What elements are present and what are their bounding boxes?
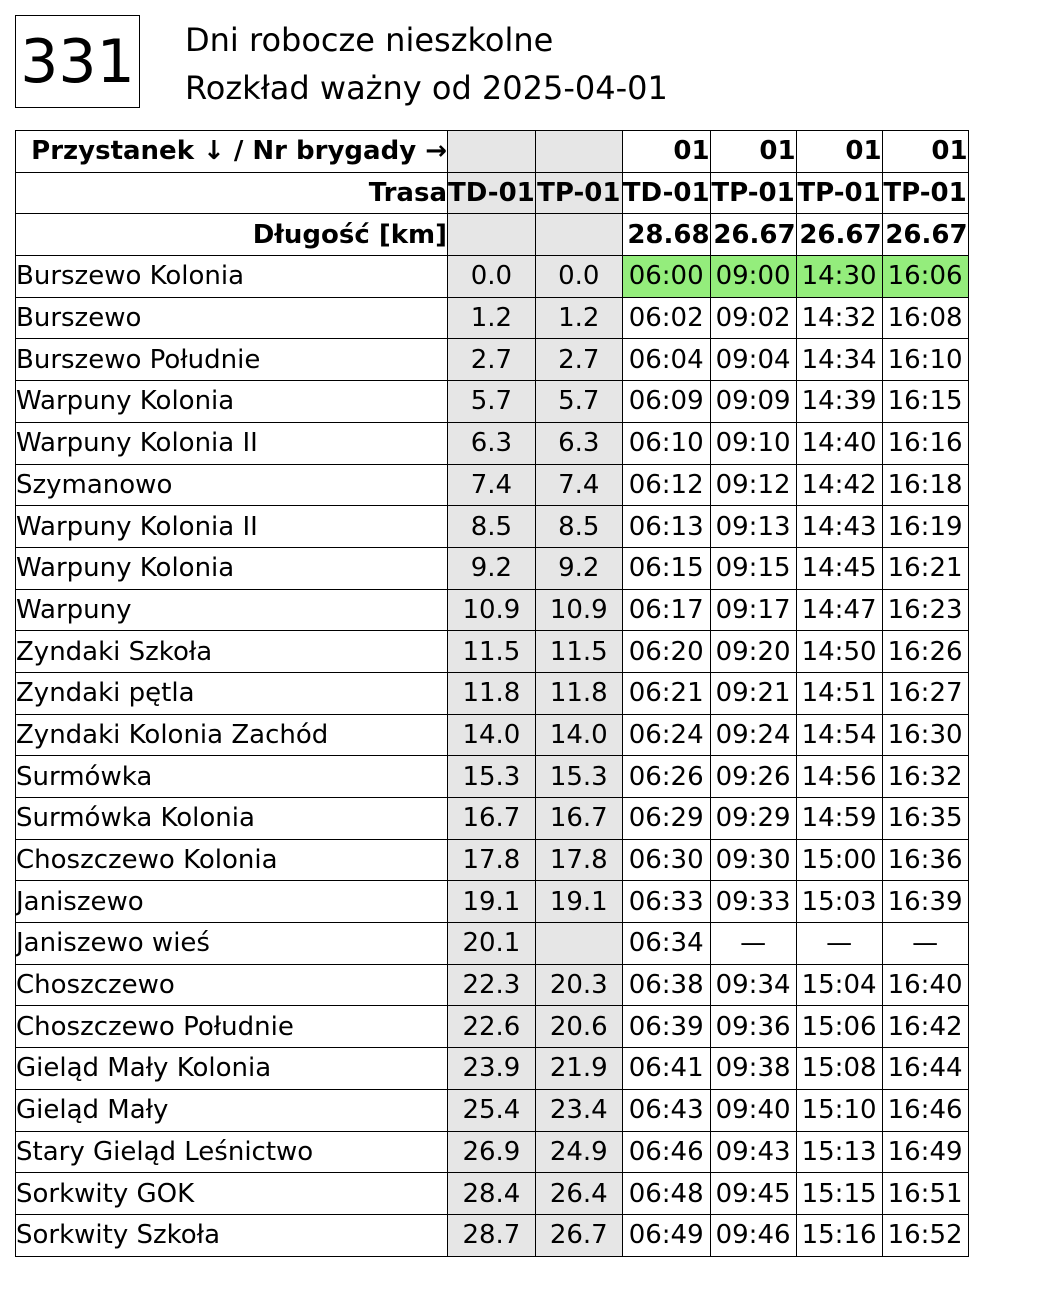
departure-time: 15:15	[796, 1173, 882, 1215]
distance-tp	[535, 923, 622, 965]
trip-length: 26.67	[796, 214, 882, 256]
departure-time: 14:50	[796, 631, 882, 673]
distance-td: 5.7	[448, 381, 536, 423]
stop-row	[16, 256, 969, 298]
stop-row	[16, 672, 969, 714]
departure-time: 06:43	[622, 1089, 710, 1131]
departure-time: 09:00	[710, 256, 796, 298]
departure-time: 16:18	[882, 464, 968, 506]
departure-time: 14:43	[796, 506, 882, 548]
stop-name: Stary Gieląd Leśnictwo	[16, 1131, 448, 1173]
departure-time: 06:41	[622, 1048, 710, 1090]
distance-tp: 19.1	[535, 881, 622, 923]
route-header-label: Trasa	[16, 172, 448, 214]
departure-time: 14:45	[796, 547, 882, 589]
distance-td: 19.1	[448, 881, 536, 923]
departure-time: 06:49	[622, 1214, 710, 1256]
stop-name: Sorkwity GOK	[16, 1173, 448, 1215]
distance-tp: 26.7	[535, 1214, 622, 1256]
departure-time: 09:12	[710, 464, 796, 506]
distance-tp: 17.8	[535, 839, 622, 881]
stop-row	[16, 1173, 969, 1215]
departure-time: 06:00	[622, 256, 710, 298]
trip-length: 28.68	[622, 214, 710, 256]
departure-time: 16:08	[882, 297, 968, 339]
distance-td: 25.4	[448, 1089, 536, 1131]
departure-time: 09:30	[710, 839, 796, 881]
departure-time: —	[796, 923, 882, 965]
departure-time: 06:48	[622, 1173, 710, 1215]
stop-row	[16, 547, 969, 589]
departure-time: 09:15	[710, 547, 796, 589]
departure-time: 14:30	[796, 256, 882, 298]
distance-tp: 10.9	[535, 589, 622, 631]
stop-row	[16, 923, 969, 965]
departure-time: 14:51	[796, 672, 882, 714]
stop-name: Gieląd Mały Kolonia	[16, 1048, 448, 1090]
stop-name: Warpuny	[16, 589, 448, 631]
stop-row	[16, 839, 969, 881]
departure-time: 09:24	[710, 714, 796, 756]
distance-td: 11.8	[448, 672, 536, 714]
stop-name: Warpuny Kolonia II	[16, 422, 448, 464]
departure-time: 09:21	[710, 672, 796, 714]
departure-time: 06:24	[622, 714, 710, 756]
departure-time: 16:10	[882, 339, 968, 381]
departure-time: 09:10	[710, 422, 796, 464]
departure-time: —	[882, 923, 968, 965]
stop-row	[16, 631, 969, 673]
distance-tp: 8.5	[535, 506, 622, 548]
departure-time: 16:36	[882, 839, 968, 881]
departure-time: 09:36	[710, 1006, 796, 1048]
stop-row	[16, 1214, 969, 1256]
distance-tp: 24.9	[535, 1131, 622, 1173]
stop-name: Choszczewo Kolonia	[16, 839, 448, 881]
departure-time: 09:38	[710, 1048, 796, 1090]
stop-name: Surmówka Kolonia	[16, 798, 448, 840]
departure-time: 16:35	[882, 798, 968, 840]
trip-route: TP-01	[710, 172, 796, 214]
distance-td: 9.2	[448, 547, 536, 589]
departure-time: 06:04	[622, 339, 710, 381]
distance-tp: 11.5	[535, 631, 622, 673]
departure-time: 16:49	[882, 1131, 968, 1173]
distance-tp: 9.2	[535, 547, 622, 589]
trip-length: 26.67	[710, 214, 796, 256]
stop-name: Choszczewo	[16, 964, 448, 1006]
stop-name: Burszewo	[16, 297, 448, 339]
stop-name: Warpuny Kolonia II	[16, 506, 448, 548]
valid-from-title: Rozkład ważny od 2025-04-01	[185, 69, 668, 107]
stop-name: Sorkwity Szkoła	[16, 1214, 448, 1256]
departure-time: 09:43	[710, 1131, 796, 1173]
brigade-number: 01	[622, 131, 710, 173]
line-number: 331	[20, 26, 135, 97]
distance-tp: 2.7	[535, 339, 622, 381]
distance-header-cell	[448, 214, 536, 256]
departure-time: 09:40	[710, 1089, 796, 1131]
stop-row	[16, 589, 969, 631]
departure-time: 06:34	[622, 923, 710, 965]
departure-time: 09:02	[710, 297, 796, 339]
line-number-box	[15, 15, 140, 108]
departure-time: 14:40	[796, 422, 882, 464]
stop-name: Burszewo Kolonia	[16, 256, 448, 298]
departure-time: 14:59	[796, 798, 882, 840]
departure-time: 09:17	[710, 589, 796, 631]
distance-tp: 1.2	[535, 297, 622, 339]
trip-route: TP-01	[882, 172, 968, 214]
distance-td: 6.3	[448, 422, 536, 464]
departure-time: 16:15	[882, 381, 968, 423]
departure-time: 09:26	[710, 756, 796, 798]
stop-name: Warpuny Kolonia	[16, 547, 448, 589]
distance-td: 23.9	[448, 1048, 536, 1090]
departure-time: 14:42	[796, 464, 882, 506]
departure-time: 14:34	[796, 339, 882, 381]
departure-time: 16:27	[882, 672, 968, 714]
departure-time: 15:06	[796, 1006, 882, 1048]
departure-time: 16:23	[882, 589, 968, 631]
stop-name: Zyndaki Kolonia Zachód	[16, 714, 448, 756]
departure-time: 09:09	[710, 381, 796, 423]
stop-row	[16, 1048, 969, 1090]
departure-time: 09:13	[710, 506, 796, 548]
departure-time: 09:29	[710, 798, 796, 840]
stop-row	[16, 1131, 969, 1173]
distance-td: 26.9	[448, 1131, 536, 1173]
departure-time: 16:52	[882, 1214, 968, 1256]
brigade-header-row	[16, 131, 969, 173]
length-header-row	[16, 214, 969, 256]
trip-route: TP-01	[796, 172, 882, 214]
distance-td: 2.7	[448, 339, 536, 381]
departure-time: 14:39	[796, 381, 882, 423]
distance-tp: 0.0	[535, 256, 622, 298]
departure-time: 15:03	[796, 881, 882, 923]
distance-td: 14.0	[448, 714, 536, 756]
departure-time: 14:54	[796, 714, 882, 756]
departure-time: 16:26	[882, 631, 968, 673]
departure-time: 06:29	[622, 798, 710, 840]
departure-time: 09:34	[710, 964, 796, 1006]
departure-time: 06:17	[622, 589, 710, 631]
day-type-title: Dni robocze nieszkolne	[185, 21, 554, 59]
departure-time: 09:04	[710, 339, 796, 381]
departure-time: 14:47	[796, 589, 882, 631]
departure-time: 09:46	[710, 1214, 796, 1256]
distance-tp: 21.9	[535, 1048, 622, 1090]
departure-time: —	[710, 923, 796, 965]
departure-time: 06:10	[622, 422, 710, 464]
stop-row	[16, 881, 969, 923]
timetable	[15, 130, 969, 1257]
departure-time: 16:40	[882, 964, 968, 1006]
distance-tp: 7.4	[535, 464, 622, 506]
stop-name: Szymanowo	[16, 464, 448, 506]
distance-td: 11.5	[448, 631, 536, 673]
stop-row	[16, 756, 969, 798]
distance-td: 28.7	[448, 1214, 536, 1256]
distance-td: 0.0	[448, 256, 536, 298]
departure-time: 06:39	[622, 1006, 710, 1048]
departure-time: 06:15	[622, 547, 710, 589]
route-column-td: TD-01	[448, 172, 536, 214]
trip-route: TD-01	[622, 172, 710, 214]
departure-time: 16:21	[882, 547, 968, 589]
distance-td: 15.3	[448, 756, 536, 798]
distance-tp: 23.4	[535, 1089, 622, 1131]
stop-name: Janiszewo wieś	[16, 923, 448, 965]
distance-tp: 15.3	[535, 756, 622, 798]
stop-row	[16, 798, 969, 840]
distance-header-cell	[535, 214, 622, 256]
length-header-label: Długość [km]	[16, 214, 448, 256]
departure-time: 14:32	[796, 297, 882, 339]
departure-time: 06:12	[622, 464, 710, 506]
departure-time: 06:20	[622, 631, 710, 673]
departure-time: 16:42	[882, 1006, 968, 1048]
stop-row	[16, 964, 969, 1006]
departure-time: 06:26	[622, 756, 710, 798]
departure-time: 06:13	[622, 506, 710, 548]
distance-td: 16.7	[448, 798, 536, 840]
departure-time: 06:30	[622, 839, 710, 881]
route-column-tp: TP-01	[535, 172, 622, 214]
departure-time: 06:02	[622, 297, 710, 339]
departure-time: 06:38	[622, 964, 710, 1006]
departure-time: 06:09	[622, 381, 710, 423]
distance-tp: 20.6	[535, 1006, 622, 1048]
stop-row	[16, 297, 969, 339]
route-header-row	[16, 172, 969, 214]
departure-time: 06:33	[622, 881, 710, 923]
brigade-number: 01	[710, 131, 796, 173]
departure-time: 16:32	[882, 756, 968, 798]
departure-time: 09:45	[710, 1173, 796, 1215]
departure-time: 16:39	[882, 881, 968, 923]
stop-row	[16, 1089, 969, 1131]
distance-td: 22.6	[448, 1006, 536, 1048]
distance-td: 17.8	[448, 839, 536, 881]
departure-time: 16:51	[882, 1173, 968, 1215]
distance-tp: 14.0	[535, 714, 622, 756]
departure-time: 16:19	[882, 506, 968, 548]
departure-time: 16:46	[882, 1089, 968, 1131]
departure-time: 16:30	[882, 714, 968, 756]
stop-name: Surmówka	[16, 756, 448, 798]
distance-tp: 16.7	[535, 798, 622, 840]
distance-tp: 11.8	[535, 672, 622, 714]
brigade-number: 01	[796, 131, 882, 173]
distance-td: 8.5	[448, 506, 536, 548]
stop-name: Janiszewo	[16, 881, 448, 923]
departure-time: 16:16	[882, 422, 968, 464]
trip-length: 26.67	[882, 214, 968, 256]
distance-tp: 20.3	[535, 964, 622, 1006]
distance-tp: 26.4	[535, 1173, 622, 1215]
stop-row	[16, 464, 969, 506]
stop-row	[16, 1006, 969, 1048]
stop-row	[16, 506, 969, 548]
stop-name: Choszczewo Południe	[16, 1006, 448, 1048]
stop-row	[16, 381, 969, 423]
departure-time: 15:16	[796, 1214, 882, 1256]
departure-time: 15:13	[796, 1131, 882, 1173]
brigade-number: 01	[882, 131, 968, 173]
distance-td: 20.1	[448, 923, 536, 965]
distance-td: 1.2	[448, 297, 536, 339]
stop-name: Warpuny Kolonia	[16, 381, 448, 423]
distance-td: 28.4	[448, 1173, 536, 1215]
departure-time: 15:04	[796, 964, 882, 1006]
stop-row	[16, 339, 969, 381]
departure-time: 09:20	[710, 631, 796, 673]
departure-time: 14:56	[796, 756, 882, 798]
stop-name: Zyndaki pętla	[16, 672, 448, 714]
departure-time: 16:44	[882, 1048, 968, 1090]
distance-td: 22.3	[448, 964, 536, 1006]
distance-header-cell	[535, 131, 622, 173]
distance-tp: 6.3	[535, 422, 622, 464]
departure-time: 09:33	[710, 881, 796, 923]
stop-row	[16, 422, 969, 464]
distance-tp: 5.7	[535, 381, 622, 423]
distance-td: 7.4	[448, 464, 536, 506]
stop-name: Burszewo Południe	[16, 339, 448, 381]
departure-time: 16:06	[882, 256, 968, 298]
distance-header-cell	[448, 131, 536, 173]
departure-time: 15:00	[796, 839, 882, 881]
brigade-header-label: Przystanek ↓ / Nr brygady →	[16, 131, 448, 173]
stop-name: Zyndaki Szkoła	[16, 631, 448, 673]
stop-name: Gieląd Mały	[16, 1089, 448, 1131]
departure-time: 06:21	[622, 672, 710, 714]
departure-time: 15:08	[796, 1048, 882, 1090]
distance-td: 10.9	[448, 589, 536, 631]
departure-time: 06:46	[622, 1131, 710, 1173]
departure-time: 15:10	[796, 1089, 882, 1131]
stop-row	[16, 714, 969, 756]
